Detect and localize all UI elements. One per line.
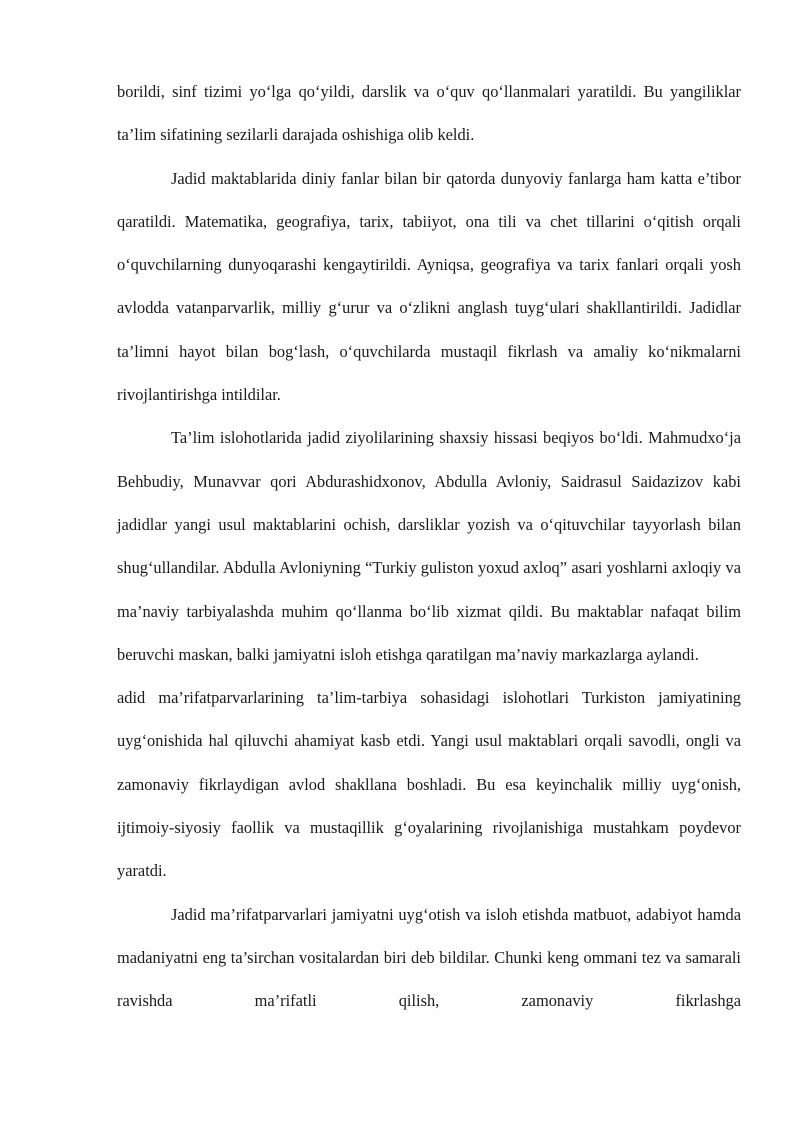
- paragraph-2: Jadid maktablarida diniy fanlar bilan bir qatorda dunyoviy fanlarga ham katta e’tibor qaratildi. Matematika, geografiya, tarix, tabiiyot, ona tili va chet tillarini o‘qitish orqali o‘quvchilarning dunyoqarashi kengaytirildi. Ayniqsa, geografiya va tarix fanlari orqali yosh avlodda vatanparvarlik, milliy g‘urur va o‘zlikni anglash tuyg‘ulari shakllantirildi. Jadidlar ta’limni hayot bilan bog‘lash, o‘quvchilarda mustaqil fikrlash va amaliy ko‘nikmalarni rivojlantirishga intildilar.: [117, 168, 741, 405]
- paragraph-5: Jadid ma’rifatparvarlari jamiyatni uyg‘otish va isloh etishda matbuot, adabiyot hamda madaniyatni eng ta’sirchan vositalardan biri deb bildilar. Chunki keng ommani tez va samarali ravishda ma’rifatli qilish, zamonaviy fikrlashga: [117, 904, 741, 1011]
- paragraph-3: Ta’lim islohotlarida jadid ziyolilarining shaxsiy hissasi beqiyos bo‘ldi. Mahmudxo‘ja Behbudiy, Munavvar qori Abdurashidxonov, Abdulla Avloniy, Saidrasul Saidazizov kabi jadidlar yangi usul maktablarini ochish, darsliklar yozish va o‘qituvchilar tayyorlash bilan shug‘ullandilar. Abdulla Avloniyning “Turkiy guliston yoxud axloq” asari yoshlarni axloqiy va ma’naviy tarbiyalashda muhim qo‘llanma bo‘lib xizmat qildi. Bu maktablar nafaqat bilim beruvchi maskan, balki jamiyatni isloh etishga qaratilgan ma’naviy markazlarga aylandi.: [117, 428, 741, 664]
- paragraph-1: borildi, sinf tizimi yo‘lga qo‘yildi, darslik va o‘quv qo‘llanmalari yaratildi. Bu yangiliklar ta’lim sifatining sezilarli darajada oshishiga olib keldi.: [117, 82, 741, 145]
- document-page: [117, 70, 741, 1023]
- paragraph-4: adid ma’rifatparvarlarining ta’lim-tarbiya sohasidagi islohotlari Turkiston jamiyatining uyg‘onishida hal qiluvchi ahamiyat kasb etdi. Yangi usul maktablari orqali savodli, ongli va zamonaviy fikrlaydigan avlod shakllana boshladi. Bu esa keyinchalik milliy uyg‘onish, ijtimoiy-siyosiy faollik va mustaqillik g‘oyalarining rivojlanishiga mustahkam poydevor yaratdi.: [117, 688, 741, 881]
